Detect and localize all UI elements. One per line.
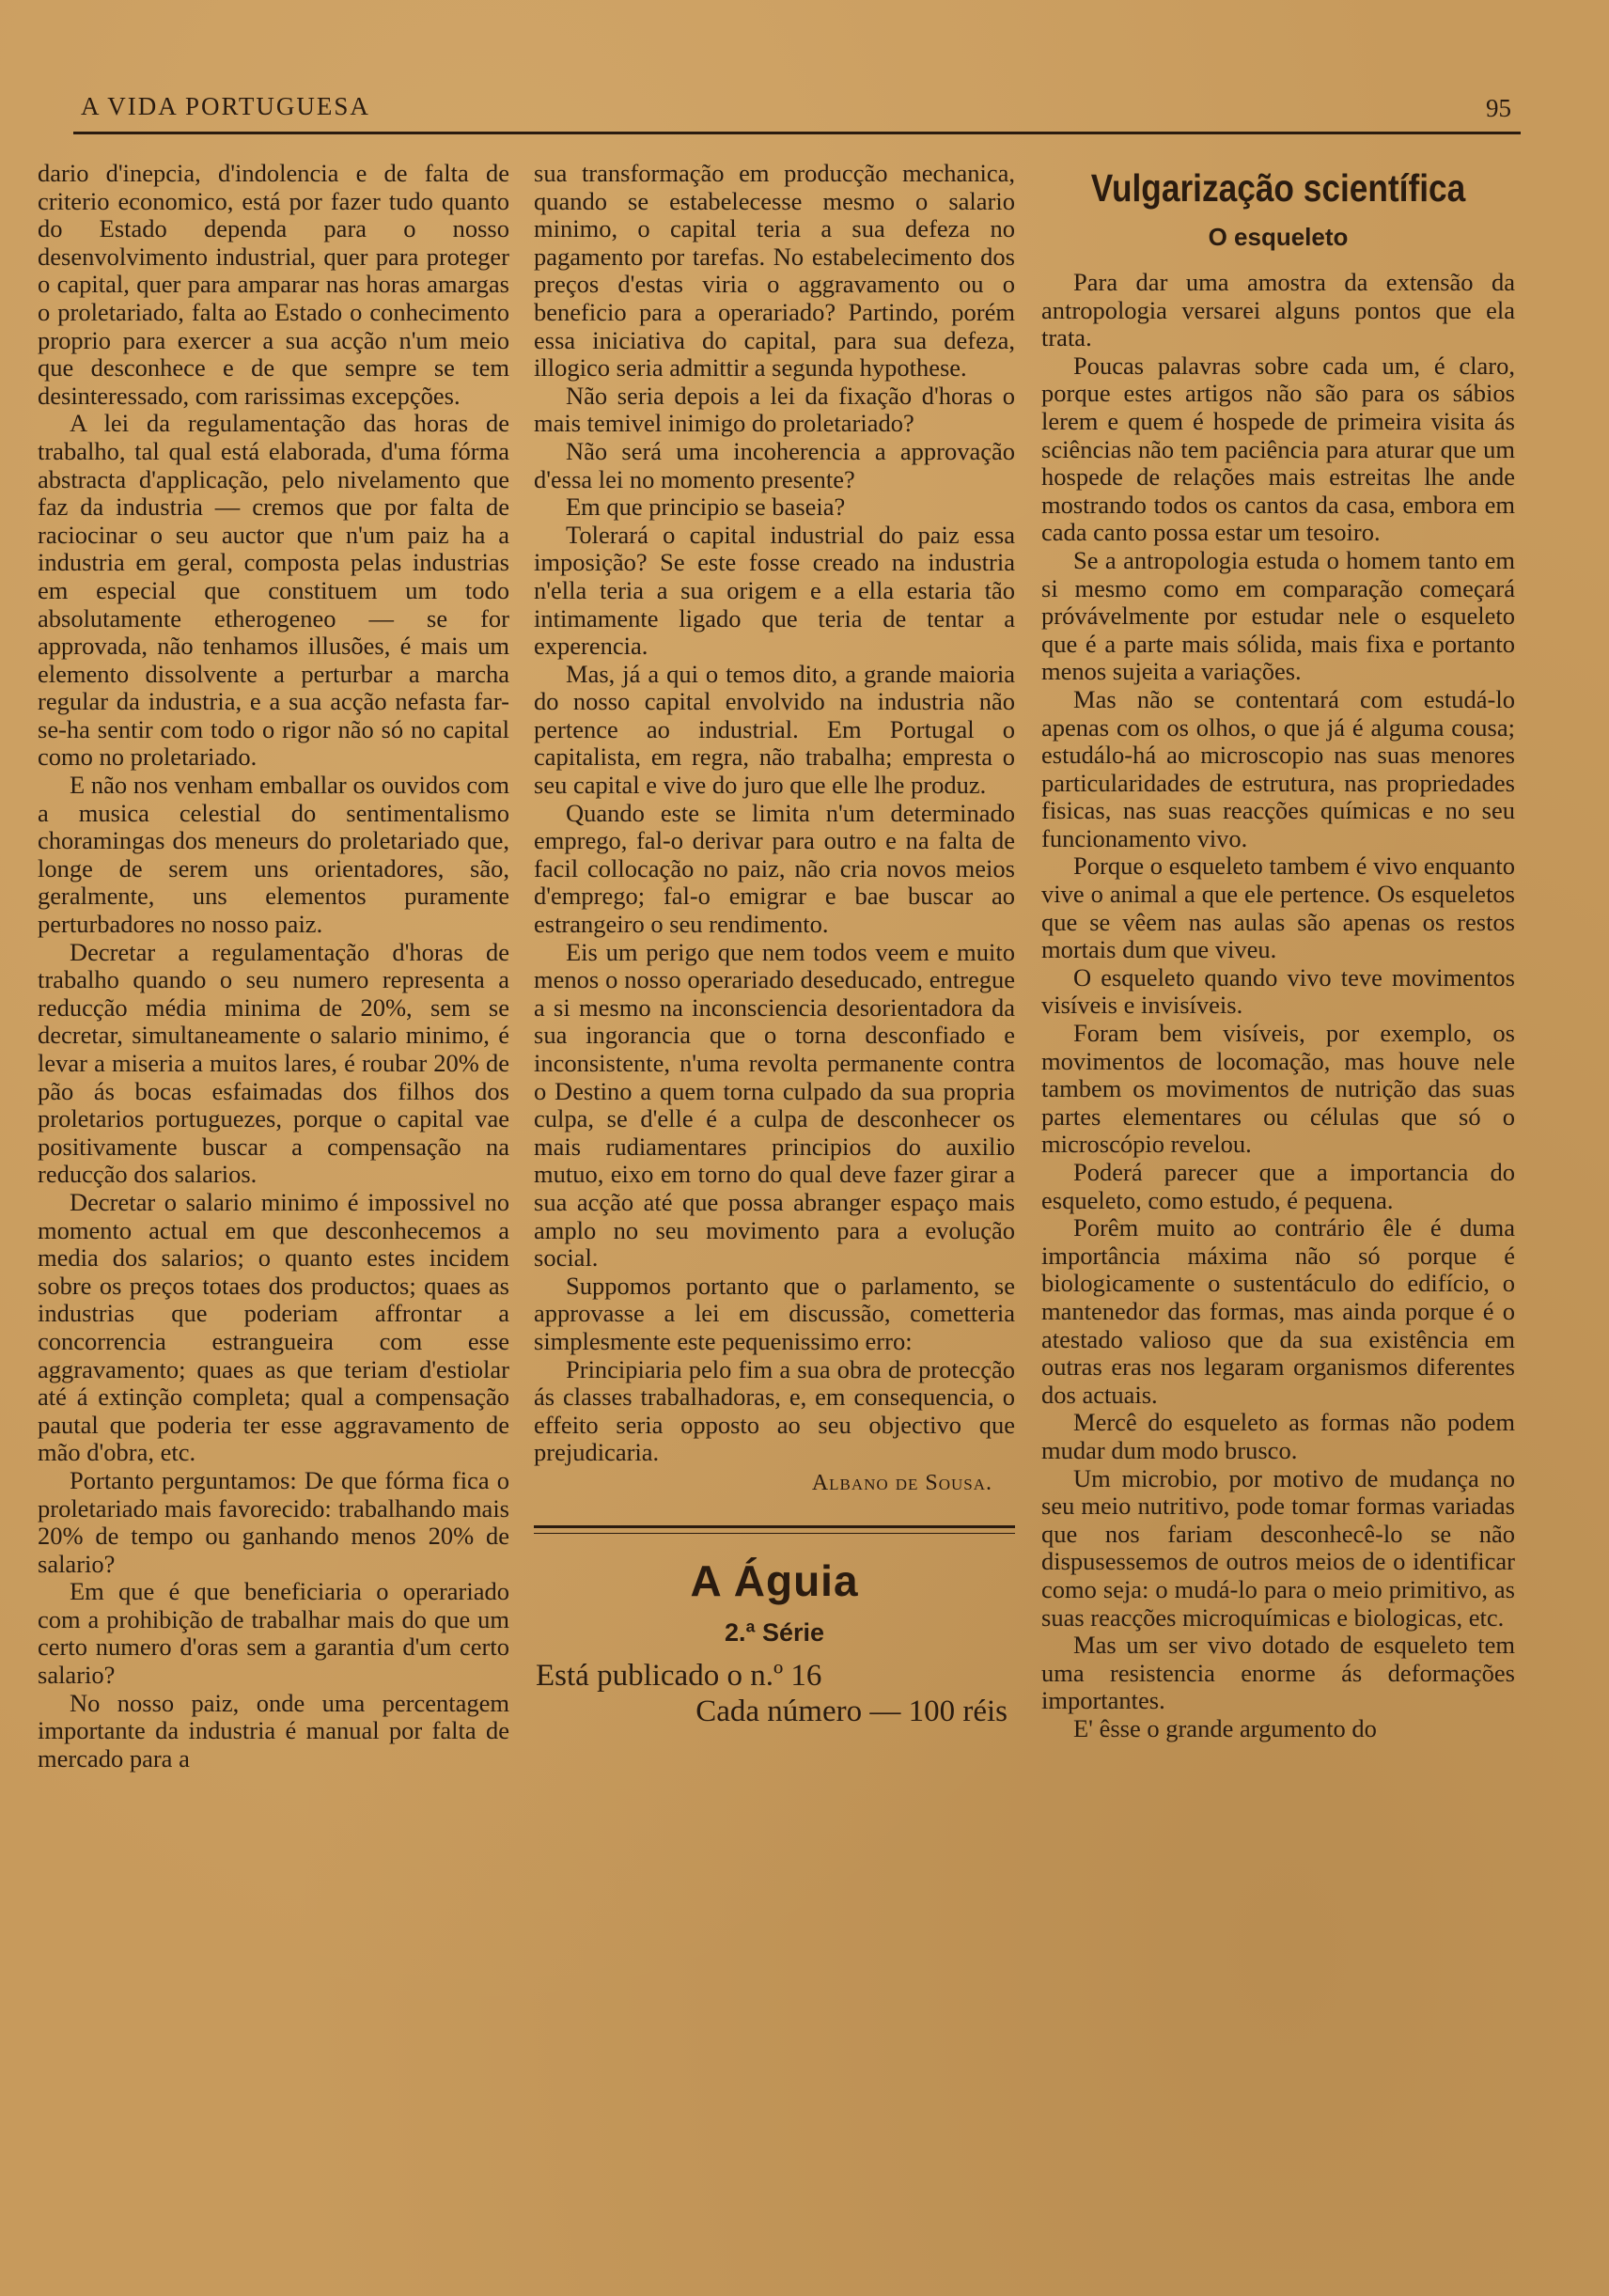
paragraph: Mas não se contentará com estudá-lo apenas com os olhos, o que já é alguma cousa; estudálo-há ao microscopio nas suas menores particularidades de estrutura, nas propriedades fisicas, nas suas reacções químicas e no seu funcionamento vivo.	[1041, 684, 1515, 852]
paragraph: Mas um ser vivo dotado de esqueleto tem uma resistencia enorme ás deformações importantes.	[1041, 1631, 1515, 1715]
paragraph: Portanto perguntamos: De que fórma fica o proletariado mais favorecido: trabalhando mais 20% de tempo ou ganhando menos 20% de salario?	[38, 1465, 509, 1578]
aguia-price-line: Cada número — 100 réis	[695, 1694, 1008, 1728]
paragraph: Decretar o salario minimo é impossivel no momento actual em que desconhecemos a media dos salarios; o quanto estes incidem sobre os preços totaes dos productos; quaes as industrias que poderiam affrontar a concorrencia estrangueira com esse aggravamento; quaes as que teriam d'estiolar até á extinção completa; qual a compensação pautal que poderia ter esse aggravamento de mão d'obra, etc.	[38, 1187, 509, 1467]
paragraph: Para dar uma amostra da extensão da antropologia versarei alguns pontos que ela trata.	[1041, 268, 1515, 352]
paragraph: Quando este se limita n'um determinado emprego, fal-o derivar para outro e na falta de facil collocação no paiz, não cria novos meios d'emprego; fal-o emigrar e bae buscar ao estrangeiro o seu rendimento.	[534, 798, 1015, 939]
paragraph: E não nos venham emballar os ouvidos com a musica celestial do sentimentalismo choramingas dos meneurs do proletariado que, longe de serem uns orientadores, são, geralmente, uns elementos puramente perturbadores no nosso paiz.	[38, 771, 509, 939]
author-signature: Albano de Sousa.	[811, 1470, 992, 1495]
paragraph: Tolerará o capital industrial do paiz essa imposição? Se este fosse creado na industria n'ella teria a sua origem e a ella estaria tão intimamente ligado que teria de tentar a experencia.	[534, 520, 1015, 661]
aguia-issue-line: Está publicado o n.º 16	[536, 1658, 822, 1693]
article-subtitle: O esqueleto	[1208, 223, 1349, 251]
paragraph: No nosso paiz, onde uma percentagem importante da industria é manual por falta de mercado para a	[38, 1688, 509, 1773]
column-2	[534, 160, 1015, 2180]
divider	[534, 1525, 1015, 1528]
paragraph: Porque o esqueleto tambem é vivo enquanto vive o animal a que ele pertence. Os esqueletos que se vêem nas aulas são apenas os restos mortais dum que viveu.	[1041, 851, 1515, 964]
aguia-advert	[534, 1554, 1015, 1729]
paragraph: Principiaria pelo fim a sua obra de protecção ás classes trabalhadoras, e, em consequencia, o effeito seria opposto ao seu objectivo que prejudicaria.	[534, 1354, 1015, 1467]
paragraph: Eis um perigo que nem todos veem e muito menos o nosso operariado deseducado, entregue a si mesmo na inconsciencia desorientadora da sua ingorancia que o torna desconfiado e inconsistente, n'uma revolta permanente contra o Destino a quem torna culpado da sua propria culpa, se d'elle é a culpa de desconhecer os mais rudiamentares principios do auxilio mutuo, eixo em torno do qual deve fazer girar a sua acção até que possa abranger espaço mais amplo no seu movimento para a evolução social.	[534, 937, 1015, 1273]
paragraph: Não seria depois a lei da fixação d'horas o mais temivel inimigo do proletariado?	[534, 381, 1015, 438]
running-head: A VIDA PORTUGUESA	[81, 92, 370, 120]
paragraph: Decretar a regulamentação d'horas de trabalho quando o seu numero representa a reducção média minima de 20%, sem se decretar, simultaneamente o salario minimo, é levar a miseria a muitos lares, é roubar 20% de pão ás bocas esfaimadas dos filhos dos proletarios portuguezes, porque o capital vae positivamente buscar a compensação na reducção dos salarios.	[38, 937, 509, 1189]
page-header	[73, 92, 1521, 134]
paragraph: Se a antropologia estuda o homem tanto em si mesmo como em comparação começará próvávelmente por estudar nele o esqueleto que é a parte mais sólida, mais fixa e portanto menos sujeita a variações.	[1041, 545, 1515, 686]
article-title: Vulgarização scientífica	[1090, 166, 1466, 210]
paragraph: O esqueleto quando vivo teve movimentos visíveis e invisíveis.	[1041, 962, 1515, 1020]
paragraph: sua transformação em producção mechanica, quando se estabelecesse mesmo o salario minimo, o capital teria a sua defeza no pagamento por tarefas. No estabelecimento dos preços d'estas viria o aggravamento ou o beneficio para a operariado? Partindo, porém essa iniciativa do capital, para sua defeza, illogico seria admittir a segunda hypothese.	[534, 160, 1015, 383]
aguia-serie: 2.ª Série	[724, 1617, 825, 1647]
paragraph: Um microbio, por motivo de mudança no seu meio nutritivo, pode tomar formas variadas que nos fariam desconhecê-lo se não dispusessemos de outros meios de o identificar como seja: o mudá-lo para o meio primitivo, as suas reacções microquímicas e biologicas, etc.	[1041, 1463, 1515, 1632]
column-1	[38, 160, 509, 2180]
column-3	[1041, 158, 1515, 2179]
paragraph: Mercê do esqueleto as formas não podem mudar dum modo brusco.	[1041, 1408, 1515, 1464]
paragraph: Porêm muito ao contrário êle é duma importância máxima não só porque é biologicamente o sustentáculo do edifício, o mantenedor das formas, mas ainda porque é o atestado valioso que da sua existência em outras eras nos legaram organismos diferentes dos actuais.	[1041, 1213, 1515, 1409]
paragraph: Suppomos portanto que o parlamento, se approvasse a lei em discussão, cometteria simplesmente este pequenissimo erro:	[534, 1271, 1015, 1355]
paragraph: dario d'inepcia, d'indolencia e de falta de criterio economico, está por fazer tudo quanto do Estado dependa para o nosso desenvolvimento industrial, quer para proteger o capital, quer para amparar nas horas amargas o proletariado, falta ao Estado o conhecimento proprio para exercer a sua acção n'um meio que desconhece e de que sempre se tem desinteressado, com rarissimas excepções.	[38, 160, 509, 410]
divider	[534, 1533, 1015, 1534]
page-number: 95	[1486, 94, 1511, 122]
paragraph: Em que principio se baseia?	[566, 492, 846, 522]
paragraph: Não será uma incoherencia a approvação d'essa lei no momento presente?	[534, 436, 1015, 493]
paragraph: Poucas palavras sobre cada um, é claro, porque estes artigos não são para os sábios lerem e quem é hospede de primeira visita ás sciências não tem paciência para aturar que um hospede de relações mais estreitas lhe ande mostrando todos os cantos da casa, embora em cada canto possa estar um tesoiro.	[1041, 351, 1515, 547]
paragraph: E' êsse o grande argumento do	[1073, 1713, 1377, 1742]
aguia-title: A Águia	[690, 1555, 859, 1605]
paragraph: Mas, já a qui o temos dito, a grande maioria do nosso capital envolvido na industria não pertence ao industrial. Em Portugal o capitalista, em regra, não trabalha; empresta o seu capital e vive do juro que elle lhe produz.	[534, 659, 1015, 800]
paragraph: Em que é que beneficiaria o operariado com a prohibição de trabalhar mais do que um certo numero d'oras sem a garantia d'um certo salario?	[38, 1577, 509, 1690]
paragraph: Poderá parecer que a importancia do esqueleto, como estudo, é pequena.	[1041, 1158, 1515, 1214]
paragraph: A lei da regulamentação das horas de trabalho, tal qual está elaborada, d'uma fórma abstracta d'applicação, pelo nivelamento que faz da industria — cremos que por falta de raciocinar o seu auctor que n'um paiz ha a industria em geral, composta pelas industrias em especial que constituem um todo absolutamente etherogeneo — se for approvada, não tenhamos illusões, é mais um elemento dissolvente a perturbar a marcha regular da industria, e a sua acção nefasta far-se-ha sentir com todo o rigor não só no capital como no proletariado.	[38, 409, 509, 772]
paragraph: Foram bem visíveis, por exemplo, os movimentos de locomação, mas houve nele tambem os movimentos de nutrição das suas partes elementares ou células que só o microscópio revelou.	[1041, 1019, 1515, 1159]
